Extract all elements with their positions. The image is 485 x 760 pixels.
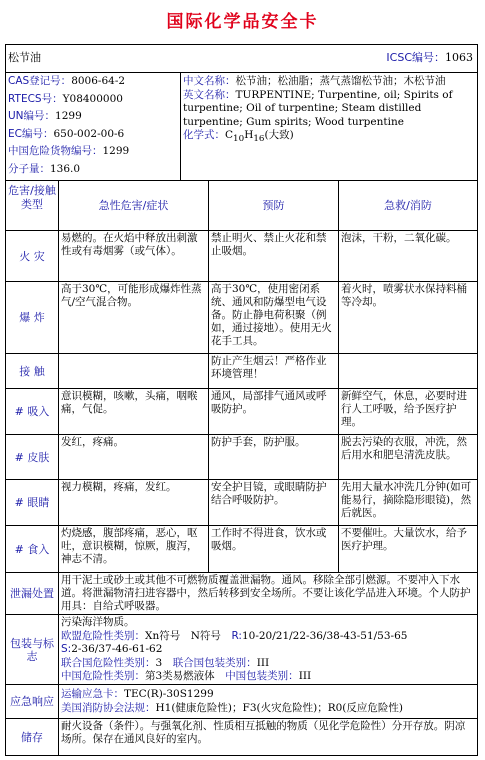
row-first-aid: 着火时，喷雾状水保持料桶等冷却。 <box>338 282 477 353</box>
chemical-name: 松节油 <box>8 51 41 64</box>
table-row <box>6 434 477 479</box>
chemical-formula: 化学式：$C_{10}H_{16}$(大致) <box>183 129 294 145</box>
row-hazard: 易燃的。在火焰中释放出刺激性或有毒烟雾（或气体）。 <box>58 231 208 281</box>
name-row <box>6 45 477 72</box>
spill-label: 泄漏处置 <box>10 587 54 600</box>
icsc-number: ICSC编号：1063 <box>386 51 473 64</box>
storage-label: 储存 <box>21 730 43 744</box>
storage-text: 耐火设备（条件）。与强氧化剂、性质相互抵触的物质（见化学危险性）分开存放。阴凉场所。保存在通风良好的室内。 <box>58 719 477 755</box>
row-prevention: 通风，局部排气通风或呼吸防护。 <box>208 389 338 434</box>
row-first-aid: 先用大量水冲洗几分钟(如可能易行，摘除隐形眼镜)，然后就医。 <box>338 480 477 525</box>
column-prevention: 预防 <box>208 181 338 230</box>
packaging-content: 污染海洋物质。 欧盟危险性类别：Xn符号 N符号 R:10-20/21/22-36/38-43-51/53-65 S:2-36/37-46-61-62 联合国危险性类别：3 联合国包装类别：III 中国危险性类别：第3类易燃液体 中国包装类别：III <box>58 615 477 684</box>
row-prevention: 防护手套，防护服。 <box>208 435 338 479</box>
ec-number: EC编号：650-002-00-6 <box>8 127 125 140</box>
spill-text: 用干泥土或砂土或其他不可燃物质覆盖泄漏物。通风。移除全部引燃源。不要冲入下水道。将泄漏物清扫进容器中，然后转移到安全场所。不要让该化学品进入环境。个人防护用具：自给式呼吸器。 <box>58 573 477 614</box>
row-hazard: 视力模糊，疼痛，发红。 <box>58 480 208 525</box>
row-prevention: 禁止明火、禁止火花和禁止吸烟。 <box>208 231 338 281</box>
table-row <box>6 525 477 572</box>
emergency-content: 运输应急卡：TEC(R)-30S1299 美国消防协会法规：H1(健康危险性)；F3(火灾危险性)；R0(反应危险性) <box>58 685 477 718</box>
row-type: 爆 炸 <box>19 311 45 324</box>
row-first-aid: 脱去污染的衣服，冲洗，然后用水和肥皂清洗皮肤。 <box>338 435 477 479</box>
row-type: # 眼睛 <box>14 496 50 509</box>
row-type: 火 灾 <box>19 249 45 263</box>
table-row <box>6 281 477 353</box>
identification-block <box>6 72 477 180</box>
column-first-aid: 急救/消防 <box>338 181 477 230</box>
row-first-aid <box>338 354 477 388</box>
packaging-label: 包装与标志 <box>10 636 54 663</box>
row-prevention: 安全护目镜，或眼睛防护结合呼吸防护。 <box>208 480 338 525</box>
row-first-aid: 泡沫，干粉，二氧化碳。 <box>338 231 477 281</box>
row-prevention: 工作时不得进食，饮水或吸烟。 <box>208 526 338 572</box>
row-hazard: 发红，疼痛。 <box>58 435 208 479</box>
row-hazard: 灼烧感，腹部疼痛，恶心，呕吐，意识模糊，惊厥，腹泻，神志不清。 <box>58 526 208 572</box>
card-title: 国际化学品安全卡 <box>166 12 319 32</box>
cas-number: CAS登记号：8006-64-2 <box>8 75 126 87</box>
table-row <box>6 230 477 281</box>
ident-left <box>6 73 180 180</box>
table-row <box>6 388 477 434</box>
row-type: # 吸入 <box>14 405 50 418</box>
column-hazard: 急性危害/症状 <box>58 181 208 230</box>
chinese-name: 中文名称：松节油；松油脂；蒸气蒸馏松节油；木松节油 <box>183 75 446 87</box>
emergency-label: 应急响应 <box>10 695 54 708</box>
row-hazard: 高于30℃，可能形成爆炸性蒸气/空气混合物。 <box>58 282 208 353</box>
molecular-weight: 分子量：136.0 <box>8 162 81 175</box>
row-type: 接 触 <box>19 364 45 378</box>
storage-section <box>6 718 477 755</box>
row-first-aid: 新鲜空气，休息，必要时进行人工呼吸，给予医疗护理。 <box>338 389 477 434</box>
safety-card <box>5 44 478 756</box>
row-first-aid: 不要催吐。大量饮水，给予医疗护理。 <box>338 526 477 572</box>
row-prevention: 高于30℃，使用密闭系统、通风和防爆型电气设备。防止静电荷积聚（例如，通过接地）。使用无火花手工具。 <box>208 282 338 353</box>
table-row <box>6 353 477 388</box>
row-type: # 食入 <box>14 542 50 556</box>
rtecs-number: RTECS号：Y08400000 <box>8 92 123 105</box>
row-prevention: 防止产生烟云！严格作业环境管理！ <box>208 354 338 388</box>
table-header <box>6 180 477 230</box>
english-name: 英文名称：TURPENTINE; Turpentine, oil; Spirits of turpentine; Oil of turpentine; Steam distilled turpentine; Gum spirits; Wood turpentine <box>183 88 453 128</box>
row-hazard <box>58 354 208 388</box>
packaging-section <box>6 614 477 684</box>
table-row <box>6 479 477 525</box>
spill-section <box>6 572 477 614</box>
emergency-section <box>6 684 477 718</box>
column-type: 危害/接触类型 <box>8 184 56 211</box>
cn-dangerous-goods-number: 中国危险货物编号：1299 <box>8 145 130 157</box>
row-hazard: 意识模糊，咳嗽，头痛，咽喉痛，气促。 <box>58 389 208 434</box>
ident-right <box>180 73 477 180</box>
row-type: # 皮肤 <box>14 450 50 464</box>
un-number: UN编号：1299 <box>8 110 82 122</box>
